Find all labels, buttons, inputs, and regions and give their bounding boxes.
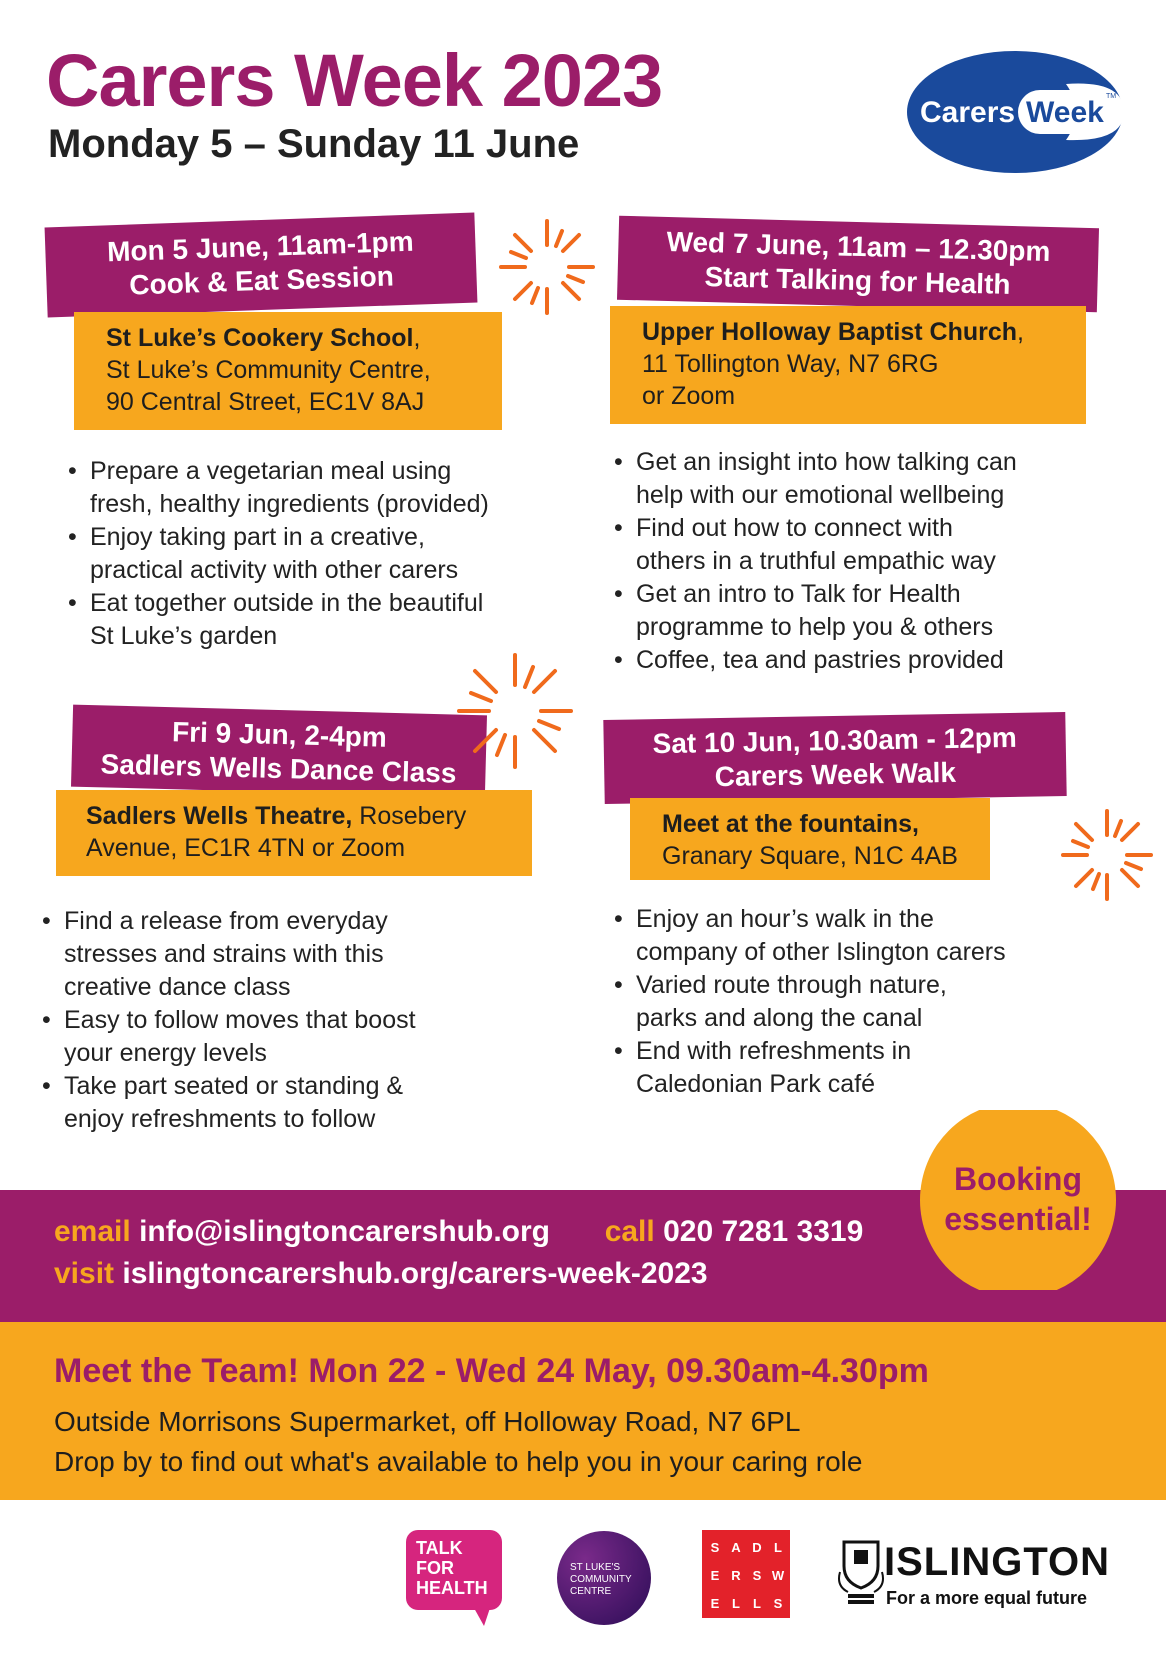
event-1-venue: St Luke’s Cookery School	[106, 324, 414, 352]
event-3-venue-rest: Rosebery	[352, 802, 467, 830]
event-2-address-line: or Zoom	[642, 382, 736, 410]
event-2-venue: Upper Holloway Baptist Church	[642, 318, 1018, 346]
phone-link[interactable]: 020 7281 3319	[663, 1215, 864, 1248]
st-lukes-logo	[556, 1530, 652, 1626]
sadlers-letter: E	[710, 1568, 720, 1583]
bullet-line: help with our emotional wellbeing	[636, 481, 1005, 509]
bullet-line: parks and along the canal	[636, 1004, 923, 1032]
list-item	[40, 1004, 540, 1070]
event-2-location	[610, 306, 1086, 424]
event-4-header	[603, 712, 1066, 804]
bullet-line: St Luke’s garden	[90, 622, 278, 650]
event-2-bullets	[612, 446, 1112, 677]
sadlers-letter: S	[773, 1596, 783, 1611]
booking-bubble	[912, 1110, 1124, 1290]
meet-the-team-band	[0, 1322, 1166, 1500]
team-description: Drop by to find out what's available to help you in your caring role	[54, 1446, 863, 1477]
partner-logos	[0, 1500, 1166, 1654]
booking-line-2: essential!	[944, 1201, 1092, 1237]
st-lukes-word: CENTRE	[570, 1586, 612, 1597]
list-item	[40, 1070, 540, 1136]
event-1-header	[45, 213, 478, 318]
event-4-location	[630, 798, 990, 880]
bullet-line: • Enjoy taking part in a creative,	[90, 523, 425, 551]
list-item	[66, 521, 546, 587]
sadlers-letter: A	[731, 1540, 741, 1555]
event-1-address-line: St Luke’s Community Centre,	[106, 356, 431, 384]
sadlers-letter: S	[710, 1540, 720, 1555]
logo-word-carers: Carers	[920, 96, 1016, 129]
bullet-line: • Get an insight into how talking can	[636, 448, 1017, 476]
bullet-line: • Find out how to connect with	[636, 514, 953, 542]
bullet-line: others in a truthful empathic way	[636, 547, 996, 575]
bullet-line: stresses and strains with this	[64, 940, 384, 968]
event-3-location	[56, 790, 532, 876]
call-label: call	[604, 1215, 655, 1248]
bullet-line: creative dance class	[64, 973, 291, 1001]
tfh-word: HEALTH	[416, 1578, 488, 1598]
event-2-date: Wed 7 June, 11am – 12.30pm	[666, 225, 1051, 268]
event-1-venue-rest: ,	[413, 324, 421, 352]
event-2-header	[617, 216, 1099, 313]
event-4-name: Carers Week Walk	[714, 756, 957, 793]
carers-week-logo	[906, 50, 1124, 174]
bullet-line: • Eat together outside in the beautiful	[90, 589, 484, 617]
list-item	[612, 969, 1092, 1035]
sadlers-letter: S	[752, 1568, 762, 1583]
event-3-address-line: Avenue, EC1R 4TN or Zoom	[86, 834, 406, 862]
islington-tagline: For a more equal future	[886, 1588, 1088, 1608]
event-3-venue: Sadlers Wells Theatre,	[86, 802, 353, 830]
list-item	[612, 644, 1112, 677]
event-2-address-line: 11 Tollington Way, N7 6RG	[642, 350, 939, 378]
bullet-line: • Find a release from everyday	[64, 907, 388, 935]
event-1-date: Mon 5 June, 11am-1pm	[106, 225, 415, 268]
bullet-line: • Varied route through nature,	[636, 971, 947, 999]
bullet-line: • Get an intro to Talk for Health	[636, 580, 961, 608]
bullet-line: your energy levels	[64, 1039, 267, 1067]
bullet-line: • Coffee, tea and pastries provided	[636, 646, 1004, 674]
email-link[interactable]: info@islingtoncarershub.org	[139, 1215, 550, 1248]
event-3-date: Fri 9 Jun, 2-4pm	[171, 716, 388, 753]
event-3-name: Sadlers Wells Dance Class	[100, 748, 457, 789]
talk-for-health-logo	[404, 1528, 504, 1628]
bullet-line: company of other Islington carers	[636, 938, 1006, 966]
st-lukes-word: ST LUKE'S	[570, 1562, 621, 1573]
event-1-address-line: 90 Central Street, EC1V 8AJ	[106, 388, 425, 416]
list-item	[612, 446, 1112, 512]
bullet-line: Caledonian Park café	[636, 1070, 876, 1098]
team-location: Outside Morrisons Supermarket, off Holloway Road, N7 6PL	[54, 1406, 801, 1437]
bullet-line: • Easy to follow moves that boost	[64, 1006, 416, 1034]
burst-icon	[1052, 800, 1162, 910]
page-title: Carers Week 2023	[46, 39, 663, 122]
visit-label: visit	[54, 1257, 115, 1290]
event-4-bullets	[612, 903, 1092, 1101]
bullet-line: enjoy refreshments to follow	[64, 1105, 376, 1133]
email-label: email	[54, 1215, 131, 1248]
sadlers-letter: W	[771, 1568, 785, 1583]
list-item	[612, 1035, 1092, 1101]
list-item	[66, 587, 546, 653]
logo-trademark: TM	[1106, 93, 1117, 100]
sadlers-letter: L	[753, 1596, 761, 1611]
sadlers-letter: E	[710, 1596, 720, 1611]
list-item	[40, 905, 540, 1004]
bullet-line: • Prepare a vegetarian meal using	[90, 457, 452, 485]
event-1-bullets	[66, 455, 546, 653]
sadlers-letter: R	[731, 1568, 741, 1583]
event-3-header	[71, 705, 487, 798]
list-item	[612, 903, 1092, 969]
burst-icon	[492, 212, 602, 322]
tfh-word: TALK	[416, 1538, 463, 1558]
bullet-line: • Take part seated or standing &	[64, 1072, 404, 1100]
event-4-address-line: Granary Square, N1C 4AB	[662, 842, 958, 870]
event-dates: Monday 5 – Sunday 11 June	[48, 122, 580, 166]
bullet-line: practical activity with other carers	[90, 556, 459, 584]
event-2-venue-rest: ,	[1017, 318, 1024, 346]
logo-word-week: Week	[1026, 96, 1104, 129]
booking-line-1: Booking	[954, 1161, 1082, 1197]
list-item	[612, 512, 1112, 578]
list-item	[66, 455, 546, 521]
team-heading: Meet the Team! Mon 22 - Wed 24 May, 09.30am-4.30pm	[54, 1352, 929, 1390]
sadlers-letter: L	[732, 1596, 740, 1611]
event-4-venue: Meet at the fountains,	[662, 810, 919, 838]
st-lukes-word: COMMUNITY	[570, 1574, 632, 1585]
burst-icon	[450, 646, 580, 776]
event-1-location	[74, 312, 502, 430]
bullet-line: programme to help you & others	[636, 613, 994, 641]
event-1-name: Cook & Eat Session	[128, 260, 395, 301]
tfh-word: FOR	[416, 1558, 454, 1578]
sadlers-letter: D	[752, 1540, 762, 1555]
website-link[interactable]: islingtoncarershub.org/carers-week-2023	[122, 1257, 708, 1290]
bullet-line: fresh, healthy ingredients (provided)	[90, 490, 489, 518]
bullet-line: • End with refreshments in	[636, 1037, 912, 1065]
event-4-date: Sat 10 Jun, 10.30am - 12pm	[652, 721, 1018, 760]
bullet-line: • Enjoy an hour’s walk in the	[636, 905, 934, 933]
islington-crest-icon	[836, 1536, 886, 1606]
event-2-name: Start Talking for Health	[704, 260, 1011, 300]
sadlers-letter: L	[774, 1540, 782, 1555]
islington-name: ISLINGTON	[884, 1540, 1111, 1584]
list-item	[612, 578, 1112, 644]
event-3-bullets	[40, 905, 540, 1136]
sadlers-wells-logo	[702, 1530, 790, 1618]
